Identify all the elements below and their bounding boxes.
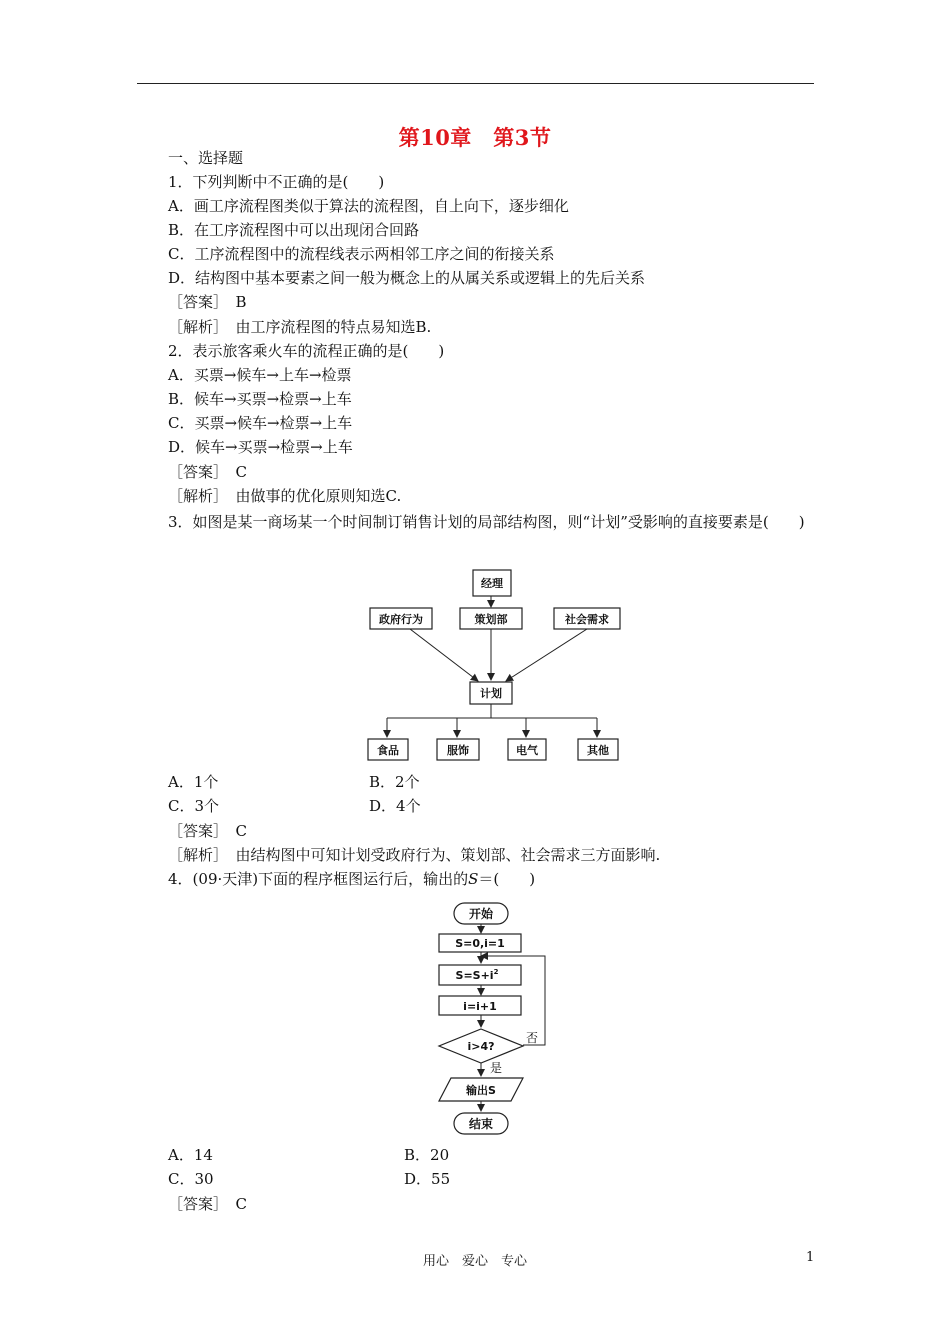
node-food: 食品	[377, 744, 399, 757]
q2-answer: ［答案］ C	[168, 463, 247, 481]
node-electric: 电气	[516, 744, 538, 757]
q2-option-c: C．买票→候车→检票→上车	[168, 414, 353, 432]
q4-option-a: A．14	[168, 1146, 213, 1164]
q4-stem: 4．(09·天津)下面的程序框图运行后，输出的S＝( )	[168, 870, 536, 888]
section-heading: 一、选择题	[168, 149, 244, 167]
flow-yes-label: 是	[489, 1061, 503, 1075]
q2-option-d: D．候车→买票→检票→上车	[168, 438, 353, 456]
flow-cond: i>4?	[467, 1040, 495, 1053]
flow-no-label: 否	[525, 1031, 539, 1045]
q3-option-a: A．1个	[168, 773, 219, 791]
node-demand: 社会需求	[565, 613, 609, 626]
header-rule	[137, 83, 814, 84]
q2-analysis: ［解析］ 由做事的优化原则知选C.	[168, 487, 402, 505]
q1-option-d: D．结构图中基本要素之间一般为概念上的从属关系或逻辑上的先后关系	[168, 269, 646, 287]
q1-stem: 1．下列判断中不正确的是( )	[168, 173, 385, 191]
q2-option-b: B．候车→买票→检票→上车	[168, 390, 352, 408]
q1-analysis: ［解析］ 由工序流程图的特点易知选B.	[168, 318, 432, 336]
q4-option-c: C．30	[168, 1170, 214, 1188]
page-title: 第10章 第3节	[398, 125, 552, 150]
q3-option-d: D．4个	[369, 797, 421, 815]
q4-option-b: B．20	[404, 1146, 450, 1164]
q1-answer: ［答案］ B	[168, 293, 247, 311]
q1-option-b: B．在工序流程图中可以出现闭合回路	[168, 221, 420, 239]
node-clothing: 服饰	[447, 744, 469, 757]
node-plan: 计划	[480, 687, 502, 700]
structure-diagram	[360, 566, 630, 764]
page-number: 1	[806, 1250, 815, 1265]
q1-option-a: A．画工序流程图类似于算法的流程图，自上向下，逐步细化	[168, 197, 569, 215]
program-flowchart	[430, 897, 570, 1142]
flow-incr: i=i+1	[463, 1000, 497, 1013]
flow-start: 开始	[468, 907, 494, 921]
q4-option-d: D．55	[404, 1170, 451, 1188]
flow-assign: $S=S+i^2$	[455, 968, 499, 982]
q3-option-c: C．3个	[168, 797, 220, 815]
node-other: 其他	[587, 744, 609, 757]
q4-answer: ［答案］ C	[168, 1195, 247, 1213]
q3-answer: ［答案］ C	[168, 822, 247, 840]
node-gov: 政府行为	[379, 613, 423, 626]
flow-end: 结束	[468, 1117, 494, 1131]
q3-stem: 3．如图是某一商场某一个时间制订销售计划的局部结构图，则“计划”受影响的直接要素是( )	[168, 513, 805, 531]
node-manager: 经理	[481, 577, 503, 590]
flow-output: 输出S	[466, 1084, 496, 1097]
q1-option-c: C．工序流程图中的流程线表示两相邻工序之间的衔接关系	[168, 245, 555, 263]
q2-stem: 2．表示旅客乘火车的流程正确的是( )	[168, 342, 445, 360]
q3-option-b: B．2个	[369, 773, 420, 791]
node-planning: 策划部	[474, 613, 508, 626]
q3-analysis: ［解析］ 由结构图中可知计划受政府行为、策划部、社会需求三方面影响.	[168, 846, 661, 864]
page-footer: 用心 爱心 专心	[422, 1254, 527, 1269]
flow-init: S=0,i=1	[455, 937, 505, 950]
q2-option-a: A．买票→候车→上车→检票	[168, 366, 352, 384]
